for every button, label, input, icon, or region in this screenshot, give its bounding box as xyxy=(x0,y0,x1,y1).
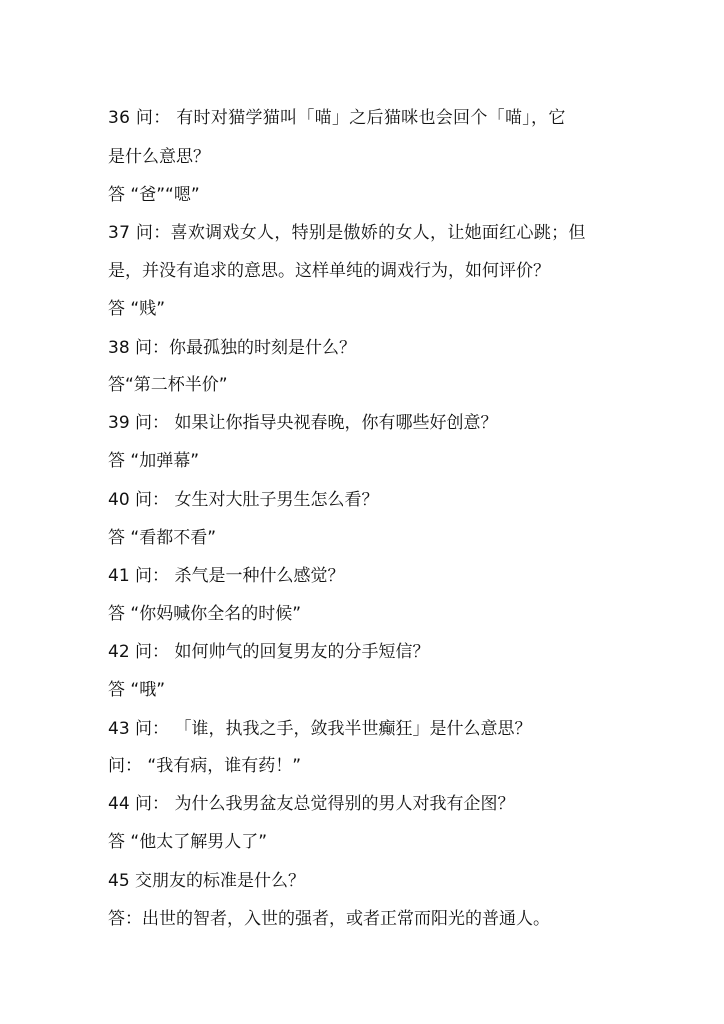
text-line: 答 “他太了解男人了” xyxy=(108,832,268,852)
text-line: 答 “加弹幕” xyxy=(108,451,200,471)
text-line: 38 问：你最孤独的时刻是什么？ xyxy=(108,338,357,358)
text-line: 答 “你妈喊你全名的时候” xyxy=(108,604,302,624)
text-line: 答 “贱” xyxy=(108,299,166,319)
text-line: 40 问： 女生对大肚子男生怎么看？ xyxy=(108,490,379,510)
text-line: 43 问： 「谁，执我之手，敛我半世癫狂」是什么意思？ xyxy=(108,719,532,739)
text-line: 39 问： 如果让你指导央视春晚，你有哪些好创意？ xyxy=(108,413,498,433)
text-line: 是，并没有追求的意思。这样单纯的调戏行为，如何评价？ xyxy=(108,261,550,281)
text-line: 42 问： 如何帅气的回复男友的分手短信？ xyxy=(108,642,430,662)
text-line: 45 交朋友的标准是什么？ xyxy=(108,871,306,891)
text-line: 答 “哦” xyxy=(108,680,166,700)
text-line: 36 问： 有时对猫学猫叫「喵」之后猫咪也会回个「喵」，它 xyxy=(108,108,566,128)
text-line: 答“第二杯半价” xyxy=(108,375,228,395)
text-line: 44 问： 为什么我男盆友总觉得别的男人对我有企图？ xyxy=(108,794,515,814)
text-line: 答 “爸”“嗯” xyxy=(108,185,200,205)
text-line: 答 “看都不看” xyxy=(108,528,217,548)
text-line: 37 问：喜欢调戏女人，特别是傲娇的女人，让她面红心跳；但 xyxy=(108,223,586,243)
text-line: 41 问： 杀气是一种什么感觉？ xyxy=(108,566,345,586)
text-line: 问： “我有病，谁有药！” xyxy=(108,756,302,776)
text-line: 是什么意思？ xyxy=(108,147,210,167)
text-line: 答：出世的智者，入世的强者，或者正常而阳光的普通人。 xyxy=(108,909,550,929)
